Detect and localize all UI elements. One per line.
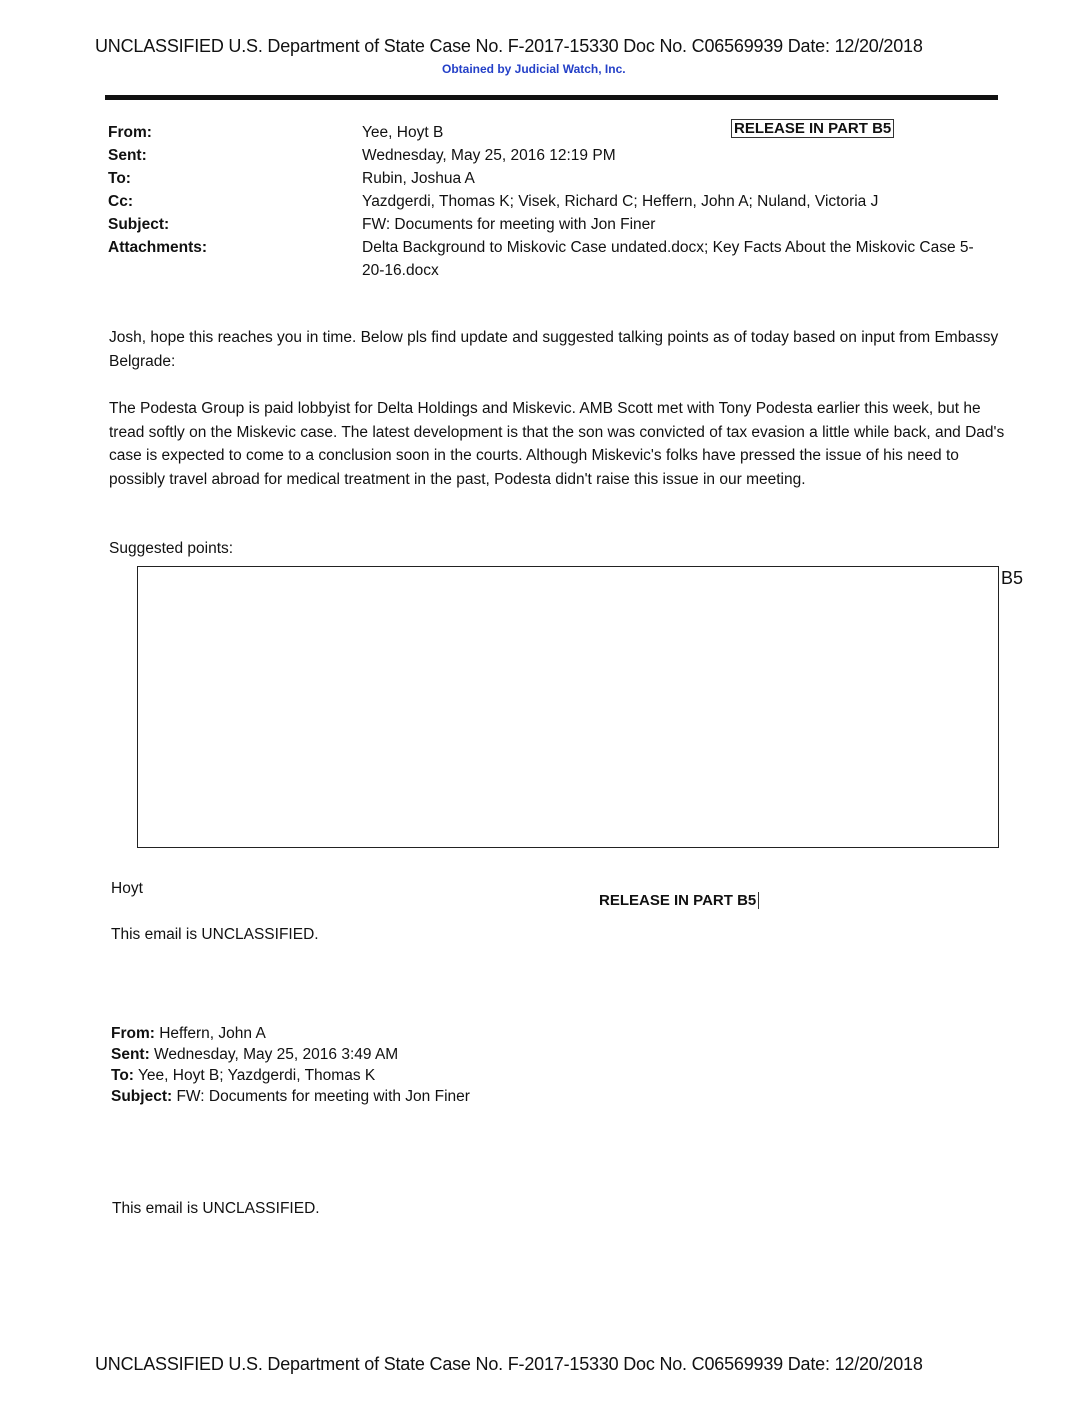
body-paragraph-1: Josh, hope this reaches you in time. Below pls find update and suggested talking points as of today based on input from Embassy Belgrade: <box>109 329 999 370</box>
fwd-from-value: Heffern, John A <box>154 1025 266 1042</box>
header-value-sent: Wednesday, May 25, 2016 12:19 PM <box>362 147 616 164</box>
fwd-subject-value: FW: Documents for meeting with Jon Finer <box>172 1088 470 1105</box>
header-value-from: Yee, Hoyt B <box>362 124 444 141</box>
fwd-sent <box>111 1044 398 1065</box>
header-value-subject: FW: Documents for meeting with Jon Finer <box>362 216 656 233</box>
header-value-cc: Yazdgerdi, Thomas K; Visek, Richard C; Heffern, John A; Nuland, Victoria J <box>362 193 879 210</box>
classification-line-2: This email is UNCLASSIFIED. <box>112 1200 320 1217</box>
header-divider <box>105 95 998 100</box>
fwd-to-value: Yee, Hoyt B; Yazdgerdi, Thomas K <box>133 1067 376 1084</box>
release-label-top: RELEASE IN PART B5 <box>731 119 894 138</box>
redaction-code: B5 <box>1001 568 1024 588</box>
header-label-sent: Sent: <box>108 147 147 164</box>
suggested-points-label: Suggested points: <box>109 540 234 557</box>
classification-line-1: This email is UNCLASSIFIED. <box>111 926 319 943</box>
fwd-from <box>111 1023 266 1044</box>
fwd-sent-value: Wednesday, May 25, 2016 3:49 AM <box>149 1046 399 1063</box>
header-label-attachments: Attachments: <box>108 239 208 256</box>
signature: Hoyt <box>111 880 143 897</box>
header-label-cc: Cc: <box>108 193 133 210</box>
classification-stamp-top: UNCLASSIFIED U.S. Department of State Case No. F-2017-15330 Doc No. C06569939 Date: 12/20/2018 <box>95 36 923 56</box>
header-label-from: From: <box>108 124 152 141</box>
classification-stamp-bottom: UNCLASSIFIED U.S. Department of State Case No. F-2017-15330 Doc No. C06569939 Date: 12/20/2018 <box>95 1354 923 1374</box>
fwd-subject-label: Subject: <box>111 1088 173 1105</box>
header-value-attachments: Delta Background to Miskovic Case undated.docx; Key Facts About the Miskovic Case 5-20-16.docx <box>362 239 974 279</box>
fwd-to-label: To: <box>111 1067 134 1084</box>
redaction-box <box>137 566 999 848</box>
body-paragraph-2: The Podesta Group is paid lobbyist for Delta Holdings and Miskevic. AMB Scott met with Tony Podesta earlier this week, but he tread softly on the Miskevic case. The latest development is that the son was convicted of tax evasion a little while back, and Dad's case is expected to come to a conclusion soon in the courts. Although Miskevic's folks have pressed the issue of his need to possibly travel abroad for medical treatment in the past, Podesta didn't raise this issue in our meeting. <box>109 400 1005 488</box>
header-label-subject: Subject: <box>108 216 170 233</box>
release-label-mid: RELEASE IN PART B5 <box>599 892 759 909</box>
fwd-subject <box>111 1086 470 1107</box>
watermark: Obtained by Judicial Watch, Inc. <box>442 62 626 76</box>
fwd-to <box>111 1065 375 1086</box>
fwd-sent-label: Sent: <box>111 1046 150 1063</box>
fwd-from-label: From: <box>111 1025 155 1042</box>
header-value-to: Rubin, Joshua A <box>362 170 475 187</box>
header-label-to: To: <box>108 170 131 187</box>
